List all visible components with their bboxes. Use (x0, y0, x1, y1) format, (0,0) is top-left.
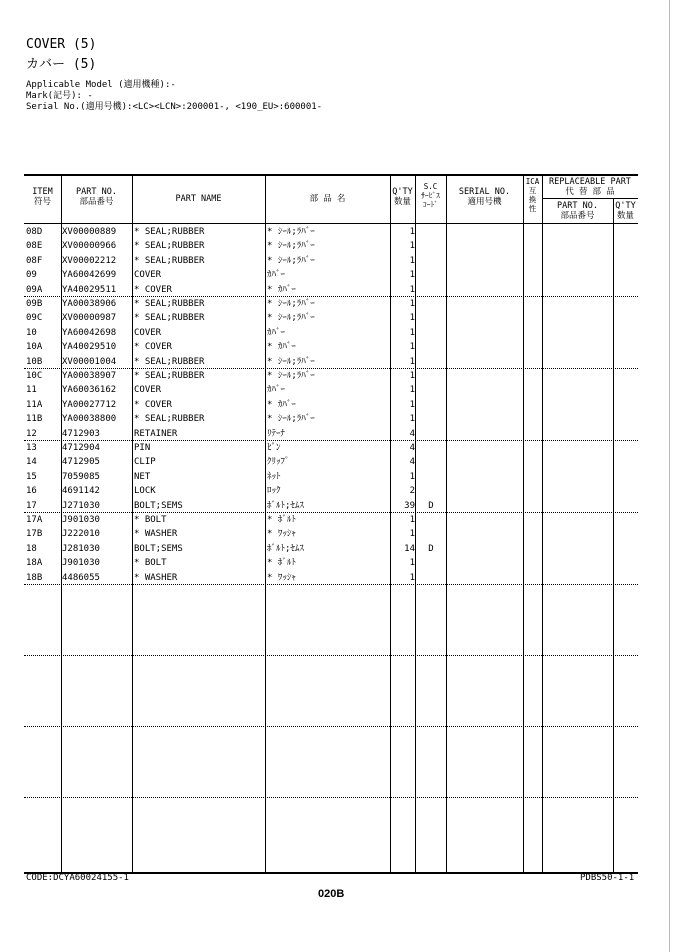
cell-item: 17B (26, 529, 43, 540)
col-sep (390, 176, 391, 872)
cell-qty: 2 (409, 486, 415, 497)
cell-qty: 1 (409, 241, 415, 252)
group-separator (24, 655, 638, 656)
cell-jp: * ﾜｯｼｬ (267, 572, 296, 583)
cell-item: 08E (26, 241, 43, 252)
cell-item: 08F (26, 255, 43, 266)
cell-sc: D (428, 500, 434, 511)
cell-item: 09 (26, 270, 37, 281)
cell-name: * BOLT (134, 515, 167, 525)
cell-item: 09B (26, 299, 43, 309)
cell-name: * SEAL;RUBBER (134, 227, 205, 237)
cell-item: 17 (26, 500, 37, 511)
group-separator (24, 440, 638, 441)
title-english: COVER (5) (26, 37, 97, 52)
header-part-no: PART NO. 部品番号 (76, 187, 117, 207)
cell-part: YA60036162 (62, 385, 117, 396)
cell-part: J222010 (62, 529, 100, 540)
serial-range: Serial No.(適用号機):<LC><LCN>:200001-, <190_EU>:600001- (26, 102, 323, 112)
cell-item: 13 (26, 443, 37, 453)
cell-qty: 1 (409, 327, 415, 338)
cell-name: * SEAL;RUBBER (134, 255, 205, 266)
col-sep (132, 176, 133, 872)
cell-jp: * ｶﾊﾞｰ (267, 342, 296, 353)
cell-jp: * ﾎﾞﾙﾄ (267, 515, 296, 525)
cell-item: 10C (26, 371, 43, 381)
cell-qty: 1 (409, 342, 415, 353)
col-sep (542, 176, 543, 872)
group-separator (24, 368, 638, 369)
cell-part: 4691142 (62, 486, 100, 497)
cell-item: 10B (26, 356, 43, 367)
cell-qty: 1 (409, 227, 415, 237)
cell-part: XV00000889 (62, 227, 117, 237)
group-separator (24, 296, 638, 297)
cell-jp: * ｼｰﾙ;ﾗﾊﾞｰ (267, 227, 315, 237)
cell-part: XV00001004 (62, 356, 117, 367)
cell-name: * SEAL;RUBBER (134, 371, 205, 381)
cell-qty: 1 (409, 515, 415, 525)
cell-name: NET (134, 471, 151, 482)
cell-jp: * ｼｰﾙ;ﾗﾊﾞｰ (267, 371, 315, 381)
cell-qty: 1 (409, 284, 415, 295)
cell-name: BOLT;SEMS (134, 500, 183, 511)
cell-name: * SEAL;RUBBER (134, 299, 205, 309)
cell-name: * BOLT (134, 558, 167, 569)
group-separator (24, 726, 638, 727)
cell-qty: 1 (409, 414, 415, 425)
col-sep (613, 198, 614, 872)
cell-sc: D (428, 543, 434, 554)
cell-item: 08D (26, 227, 43, 237)
cell-item: 18B (26, 572, 43, 583)
cell-item: 11A (26, 399, 43, 410)
cell-name: CLIP (134, 457, 156, 468)
cell-jp: ｶﾊﾞｰ (267, 270, 286, 281)
col-sep (523, 176, 524, 872)
cell-part: XV00002212 (62, 255, 117, 266)
pdbs-code: PDBS50-1-1 (580, 873, 635, 883)
cell-name: * WASHER (134, 529, 178, 540)
header-item: ITEM 符号 (32, 187, 53, 207)
applicable-model: Applicable Model (適用機種):- (26, 80, 176, 90)
cell-item: 11 (26, 385, 37, 396)
cell-jp: * ｼｰﾙ;ﾗﾊﾞｰ (267, 313, 315, 324)
cell-part: 4712904 (62, 443, 100, 453)
cell-qty: 1 (409, 270, 415, 281)
cell-qty: 1 (409, 356, 415, 367)
header-repl-part-no: PART NO. 部品番号 (557, 201, 598, 221)
cell-jp: * ｼｰﾙ;ﾗﾊﾞｰ (267, 241, 315, 252)
cell-item: 10A (26, 342, 43, 353)
cell-name: * SEAL;RUBBER (134, 241, 205, 252)
cell-qty: 1 (409, 313, 415, 324)
cell-qty: 1 (409, 299, 415, 309)
cell-jp: ｶﾊﾞｰ (267, 327, 286, 338)
cell-item: 14 (26, 457, 37, 468)
cell-name: * SEAL;RUBBER (134, 356, 205, 367)
cell-item: 17A (26, 515, 43, 525)
col-sep (415, 176, 416, 872)
cell-part: XV00000966 (62, 241, 117, 252)
cell-jp: ﾈｯﾄ (267, 471, 281, 482)
cell-item: 11B (26, 414, 43, 425)
cell-qty: 1 (409, 385, 415, 396)
cell-part: 4486055 (62, 572, 100, 583)
cell-name: RETAINER (134, 428, 178, 439)
cell-jp: ﾋﾟﾝ (267, 443, 281, 453)
cell-jp: ｶﾊﾞｰ (267, 385, 286, 396)
cell-qty: 1 (409, 399, 415, 410)
cell-item: 18A (26, 558, 43, 569)
cell-name: BOLT;SEMS (134, 543, 183, 554)
cell-item: 09C (26, 313, 43, 324)
cell-name: PIN (134, 443, 151, 453)
page-number: 020B (318, 888, 345, 900)
cell-qty: 39 (404, 500, 415, 511)
group-separator (24, 512, 638, 513)
cell-name: COVER (134, 385, 162, 396)
cell-jp: * ｶﾊﾞｰ (267, 284, 296, 295)
cell-part: J271030 (62, 500, 100, 511)
cell-name: * COVER (134, 399, 172, 410)
header-part-name-jp: 部 品 名 (309, 194, 346, 204)
cell-item: 18 (26, 543, 37, 554)
cell-jp: ﾎﾞﾙﾄ;ｾﾑｽ (267, 500, 304, 511)
cell-qty: 1 (409, 255, 415, 266)
cell-jp: * ｼｰﾙ;ﾗﾊﾞｰ (267, 414, 315, 425)
cell-part: YA60042698 (62, 327, 117, 338)
cell-name: * WASHER (134, 572, 178, 583)
cell-part: J901030 (62, 558, 100, 569)
title-japanese: カバー (5) (26, 57, 97, 72)
header-qty: Q'TY 数量 (392, 187, 413, 207)
cell-part: YA00038906 (62, 299, 117, 309)
cell-name: * COVER (134, 342, 172, 353)
cell-name: * SEAL;RUBBER (134, 414, 205, 425)
header-repl-qty: Q'TY 数量 (615, 201, 636, 221)
cell-part: J901030 (62, 515, 100, 525)
group-separator (24, 797, 638, 798)
cell-item: 12 (26, 428, 37, 439)
cell-item: 10 (26, 327, 37, 338)
header-replaceable-part: REPLACEABLE PART 代 替 部 品 (549, 177, 631, 197)
header-part-name: PART NAME (175, 194, 222, 204)
cell-part: YA00038907 (62, 371, 117, 381)
cell-qty: 1 (409, 558, 415, 569)
cell-qty: 1 (409, 529, 415, 540)
cell-qty: 4 (409, 457, 415, 468)
document-code: CODE:DCYA60024155-1 (26, 873, 129, 883)
header-interchangeability: ICA 互 換 性 (525, 177, 540, 213)
header-line (24, 223, 638, 224)
cell-qty: 4 (409, 428, 415, 439)
cell-part: YA40029511 (62, 284, 117, 295)
cell-jp: ｸﾘｯﾌﾟ (267, 457, 290, 468)
cell-qty: 1 (409, 471, 415, 482)
cell-qty: 4 (409, 443, 415, 453)
cell-jp: * ｼｰﾙ;ﾗﾊﾞｰ (267, 356, 315, 367)
cell-name: COVER (134, 327, 162, 338)
cell-name: * COVER (134, 284, 172, 295)
mark: Mark(記号): - (26, 91, 93, 101)
header-service-code: S.C ｻｰﾋﾞｽ ｺｰﾄﾞ (421, 182, 440, 209)
cell-name: COVER (134, 270, 162, 281)
cell-jp: ﾎﾞﾙﾄ;ｾﾑｽ (267, 543, 304, 554)
cell-item: 09A (26, 284, 43, 295)
col-sep (265, 176, 266, 872)
cell-part: XV00000987 (62, 313, 117, 324)
cell-qty: 14 (404, 543, 415, 554)
header-serial-no: SERIAL NO. 適用号機 (458, 187, 511, 207)
cell-qty: 1 (409, 572, 415, 583)
subheader-line (542, 198, 638, 199)
cell-part: YA40029510 (62, 342, 117, 353)
cell-item: 15 (26, 471, 37, 482)
cell-part: 4712903 (62, 428, 100, 439)
group-separator (24, 584, 638, 585)
cell-name: * SEAL;RUBBER (134, 313, 205, 324)
cell-item: 16 (26, 486, 37, 497)
parts-table (24, 174, 638, 874)
cell-jp: * ｼｰﾙ;ﾗﾊﾞｰ (267, 299, 315, 309)
cell-part: J281030 (62, 543, 100, 554)
cell-part: 7059085 (62, 471, 100, 482)
cell-jp: * ﾎﾞﾙﾄ (267, 558, 296, 569)
col-sep (446, 176, 447, 872)
cell-name: LOCK (134, 486, 156, 497)
cell-part: YA60042699 (62, 270, 117, 281)
cell-jp: * ﾜｯｼｬ (267, 529, 296, 540)
cell-part: YA00038800 (62, 414, 117, 425)
cell-jp: ﾘﾃｰﾅ (267, 428, 286, 439)
cell-jp: ﾛｯｸ (267, 486, 281, 497)
cell-qty: 1 (409, 371, 415, 381)
cell-part: 4712905 (62, 457, 100, 468)
cell-jp: * ｼｰﾙ;ﾗﾊﾞｰ (267, 255, 315, 266)
cell-part: YA00027712 (62, 399, 117, 410)
cell-jp: * ｶﾊﾞｰ (267, 399, 296, 410)
